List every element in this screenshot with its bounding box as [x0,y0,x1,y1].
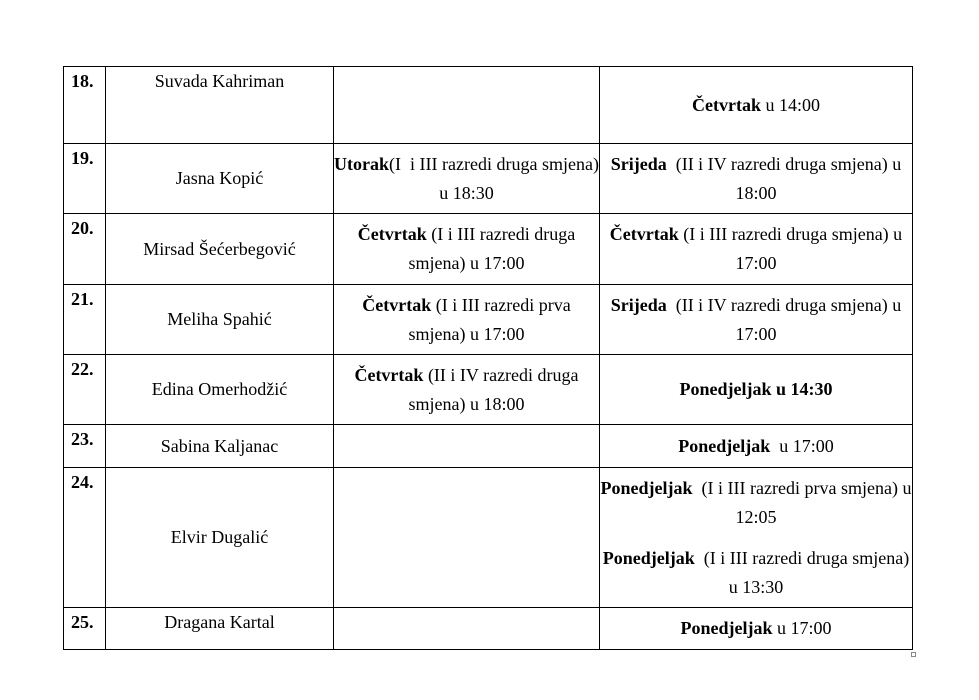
entry-detail: (I i III razredi druga smjena) u 18:30 [389,153,604,203]
row-number: 19. [64,144,106,214]
schedule-entry [600,432,912,461]
day-label: Četvrtak [692,94,761,115]
day-label: Četvrtak [609,224,679,244]
table-row [64,425,913,468]
day-label: Srijeda [610,153,667,174]
table-row [64,468,913,608]
entry-detail: (I i III razredi druga smjena) u 13:30 [694,547,914,597]
row-number: 18. [64,67,106,144]
schedule-entry [600,91,912,120]
row-number: 20. [64,214,106,285]
entry-detail: (II i IV razredi druga smjena) u 18:00 [408,364,584,414]
day-label: Ponedjeljak [602,547,695,568]
row-number: 24. [64,468,106,608]
schedule-cell-primary [334,468,600,608]
row-number: 23. [64,425,106,468]
entry-detail: (I i III razredi prva smjena) u 12:05 [692,477,916,527]
schedule-entry [334,150,604,208]
day-label: Srijeda [610,294,667,315]
table-row [64,355,913,425]
schedule-cell-secondary [600,608,913,650]
schedule-entry [600,544,912,602]
day-label: Ponedjeljak u 14:30 [679,379,833,399]
schedule-cell-secondary [600,67,913,144]
schedule-cell-primary [334,214,600,285]
teacher-name: Meliha Spahić [106,285,334,355]
teacher-name: Sabina Kaljanac [106,425,334,468]
entry-detail: (I i III razredi druga smjena) u 17:00 [678,224,907,273]
schedule-cell-secondary [600,285,913,355]
entry-detail: (II i IV razredi druga smjena) u 18:00 [666,153,906,203]
schedule-cell-primary [334,425,600,468]
entry-detail: (I i III razredi druga smjena) u 17:00 [408,224,580,273]
teacher-name: Dragana Kartal [106,608,334,650]
day-label: Ponedjeljak [600,477,693,498]
teacher-name: Suvada Kahriman [106,67,334,144]
table-row [64,67,913,144]
schedule-entry [600,375,912,404]
day-label: Četvrtak [354,364,424,385]
entry-detail: u 17:00 [772,618,832,638]
schedule-cell-primary [334,144,604,214]
schedule-entry [600,291,912,349]
day-label: Utorak [334,153,390,174]
schedule-cell-secondary [600,144,913,214]
teacher-name: Jasna Kopić [106,144,334,214]
schedule-cell-secondary [600,425,913,468]
schedule-cell-primary [334,67,600,144]
entry-detail: (II i IV razredi druga smjena) u 17:00 [666,294,906,344]
entry-detail: (I i III razredi prva smjena) u 17:00 [408,294,576,344]
schedule-cell-primary [334,608,600,650]
table-end-marker [911,652,916,657]
row-number: 21. [64,285,106,355]
schedule-table [63,66,916,650]
schedule-entry [334,291,599,349]
row-number: 25. [64,608,106,650]
schedule-entry [334,220,599,278]
schedule-entry [600,474,916,532]
teacher-name: Elvir Dugalić [106,468,334,608]
table-row [64,608,913,650]
day-label: Četvrtak [362,294,432,315]
table-row [64,144,913,214]
schedule-entry [334,361,599,419]
schedule-entry [600,150,912,208]
day-label: Ponedjeljak [678,435,771,456]
schedule-cell-primary [334,355,600,425]
table-row [64,214,913,285]
schedule-cell-secondary [600,355,913,425]
schedule-cell-primary [334,285,600,355]
day-label: Četvrtak [357,224,427,244]
teacher-name: Edina Omerhodžić [106,355,334,425]
day-label: Ponedjeljak [680,618,773,638]
schedule-entry [600,614,912,643]
teacher-name: Mirsad Šećerbegović [106,214,334,285]
schedule-entry [600,220,912,278]
entry-detail: u 14:00 [760,94,820,115]
row-number: 22. [64,355,106,425]
schedule-cell-secondary [600,214,913,285]
entry-detail: u 17:00 [770,435,834,456]
schedule-cell-secondary [600,468,916,608]
table-row [64,285,913,355]
